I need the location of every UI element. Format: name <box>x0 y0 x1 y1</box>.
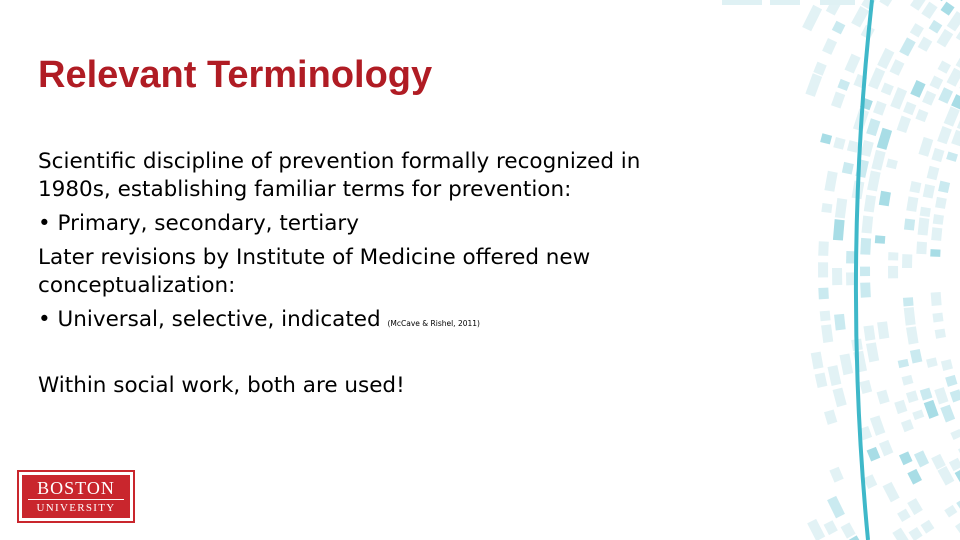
decorative-tile <box>918 218 930 236</box>
decorative-tile <box>842 162 854 175</box>
decorative-tile <box>811 352 824 370</box>
citation: (McCave & Rishel, 2011) <box>387 319 480 328</box>
decorative-tile <box>956 498 960 517</box>
decorative-tile <box>920 207 931 217</box>
decorative-top-bar <box>820 0 855 5</box>
decorative-tile <box>879 191 891 206</box>
paragraph-revisions: Later revisions by Institute of Medicine offered new conceptualization: <box>38 245 591 298</box>
bullet-iom-categories <box>38 306 698 338</box>
decorative-tile <box>832 21 846 35</box>
decorative-tile <box>930 249 940 257</box>
decorative-tile <box>875 235 886 243</box>
decorative-tile <box>860 282 871 297</box>
decorative-tile <box>950 389 960 402</box>
decorative-tile <box>909 181 921 193</box>
decorative-tile <box>866 118 880 136</box>
decorative-tile <box>897 115 911 132</box>
decorative-tile <box>933 214 944 225</box>
decorative-tile <box>805 73 822 97</box>
decorative-tile <box>820 311 831 322</box>
decorative-tile <box>932 313 943 323</box>
decorative-tile <box>883 482 900 502</box>
decorative-tile <box>870 415 885 436</box>
decorative-tile <box>824 520 838 535</box>
decorative-tile <box>938 87 953 104</box>
decorative-tile <box>834 314 846 331</box>
decorative-tile <box>841 522 856 538</box>
decorative-tile <box>903 101 916 115</box>
decorative-tile <box>821 324 833 343</box>
decorative-tile <box>888 266 898 279</box>
decorative-top-bar <box>722 0 762 5</box>
decorative-tile <box>890 59 905 76</box>
decorative-tile <box>926 357 938 367</box>
decorative-tile <box>847 140 859 153</box>
decorative-tile <box>910 80 925 98</box>
decorative-tile <box>845 54 861 74</box>
decorative-tile <box>949 458 960 471</box>
decorative-tile <box>955 521 960 534</box>
logo-line-boston: BOSTON <box>37 478 115 498</box>
decorative-tile <box>881 82 894 95</box>
decorative-tile <box>820 133 832 144</box>
decorative-tile <box>877 128 892 150</box>
decorative-tile <box>897 509 911 522</box>
decorative-tile <box>922 90 936 105</box>
decorative-tile <box>929 76 943 90</box>
paragraph-social-work: Within social work, both are used! <box>38 373 405 398</box>
decorative-tile <box>915 109 928 122</box>
decorative-tile <box>935 329 946 339</box>
decorative-tile <box>822 38 837 55</box>
decorative-tile <box>835 198 847 218</box>
logo-divider <box>28 499 124 500</box>
decorative-tile <box>946 152 958 162</box>
decorative-tile <box>909 527 923 540</box>
decorative-tile <box>829 467 843 483</box>
decorative-tile <box>920 388 933 401</box>
decorative-tile <box>833 388 847 408</box>
decorative-tile <box>931 148 944 162</box>
decorative-tile <box>937 126 952 144</box>
decorative-tile <box>902 254 912 268</box>
decorative-tile <box>924 400 939 419</box>
decorative-tile <box>886 158 898 169</box>
decorative-tile <box>892 528 909 540</box>
decorative-tile <box>802 5 822 32</box>
decorative-tile <box>824 171 837 192</box>
decorative-tile <box>918 137 933 157</box>
slide-title: Relevant Terminology <box>38 54 433 96</box>
decorative-tile <box>945 375 957 387</box>
decorative-tile <box>879 0 897 7</box>
decorative-tile <box>859 380 872 394</box>
decorative-tile <box>827 496 845 519</box>
decorative-tile <box>921 520 935 534</box>
decorative-tile <box>833 137 845 150</box>
decorative-tile <box>894 400 907 414</box>
decorative-tile <box>907 469 922 485</box>
slide-body <box>38 148 698 406</box>
decorative-tile <box>821 203 832 213</box>
decorative-tile <box>904 218 915 230</box>
decorative-tile <box>807 519 825 540</box>
decorative-tile <box>815 372 828 388</box>
decorative-tile <box>944 106 960 126</box>
decorative-tile <box>899 451 913 465</box>
bullet-iom-text: • Universal, selective, indicated <box>38 307 381 332</box>
decorative-tile <box>955 468 960 488</box>
decorative-tile <box>867 170 881 191</box>
decorative-tile <box>871 150 885 171</box>
decorative-top-bar <box>770 0 800 5</box>
decorative-tile <box>813 62 826 76</box>
decorative-tile <box>860 140 873 157</box>
decorative-tile <box>860 267 870 276</box>
decorative-tile <box>956 28 960 43</box>
decorative-tile <box>918 37 933 52</box>
bullet-prevention-levels: • Primary, secondary, tertiary <box>38 211 359 236</box>
decorative-tile <box>938 181 950 193</box>
decorative-tile <box>864 195 876 213</box>
decorative-tile <box>839 353 853 375</box>
decorative-tile <box>906 196 918 212</box>
decorative-tile <box>837 79 850 91</box>
decorative-tile <box>866 342 879 362</box>
decorative-tile <box>833 219 845 240</box>
decorative-tile <box>935 197 947 209</box>
decorative-tile <box>879 440 893 456</box>
decorative-tile <box>938 60 951 73</box>
decorative-tile <box>888 252 898 260</box>
decorative-tile <box>950 429 960 440</box>
decorative-tile <box>931 292 942 306</box>
decorative-tile <box>898 359 909 368</box>
decorative-tile <box>860 238 871 255</box>
decorative-tile <box>931 227 942 241</box>
decorative-tile <box>956 54 960 70</box>
spacer <box>38 344 698 372</box>
decorative-tile <box>877 48 894 69</box>
decorative-tile <box>877 321 889 339</box>
decorative-tile <box>941 359 953 371</box>
decorative-tile <box>877 390 890 405</box>
decorative-tile <box>862 216 874 234</box>
decorative-tile <box>923 184 935 198</box>
decorative-tile <box>868 67 885 89</box>
decorative-tile <box>929 20 943 34</box>
decorative-tile <box>899 37 915 56</box>
decorative-tile <box>902 375 914 386</box>
decorative-tile <box>903 297 914 306</box>
decorative-tile <box>937 29 954 48</box>
decorative-tile <box>904 307 916 326</box>
decorative-tile <box>921 2 937 19</box>
decorative-tile <box>940 405 955 423</box>
decorative-tile <box>941 2 955 16</box>
decorative-tile <box>944 505 957 518</box>
decorative-tile <box>907 498 923 515</box>
decorative-tile <box>910 349 922 364</box>
decorative-tile <box>867 447 881 462</box>
decorative-tile <box>873 101 887 116</box>
decorative-tile <box>927 166 940 180</box>
decorative-tile <box>914 450 929 467</box>
decorative-tile <box>818 262 828 277</box>
decorative-tile <box>934 387 948 404</box>
decorative-tile <box>832 268 842 285</box>
decorative-tile <box>863 325 875 341</box>
decorative-tile <box>912 409 924 420</box>
decorative-tile <box>824 409 837 424</box>
decorative-tile <box>951 130 960 147</box>
decorative-tile <box>901 419 914 432</box>
decorative-tile <box>818 241 829 256</box>
decorative-tile <box>818 288 829 300</box>
decorative-tile <box>890 87 907 109</box>
decorative-tile <box>851 6 869 27</box>
decorative-tile <box>906 326 919 344</box>
boston-university-logo <box>17 470 135 523</box>
paragraph-discipline: Scientific discipline of prevention formally recognized in 1980s, establishing familiar terms for prevention: <box>38 149 641 202</box>
decorative-tile <box>831 92 845 109</box>
decorative-tiles <box>800 0 960 540</box>
decorative-tile <box>947 68 960 87</box>
decorative-tile <box>916 242 927 255</box>
decorative-tile <box>910 23 924 37</box>
decorative-tile <box>827 365 841 386</box>
decorative-tile <box>937 466 954 486</box>
decorative-tile <box>906 390 919 403</box>
decorative-tile <box>934 0 954 1</box>
logo-line-university: UNIVERSITY <box>36 502 116 514</box>
